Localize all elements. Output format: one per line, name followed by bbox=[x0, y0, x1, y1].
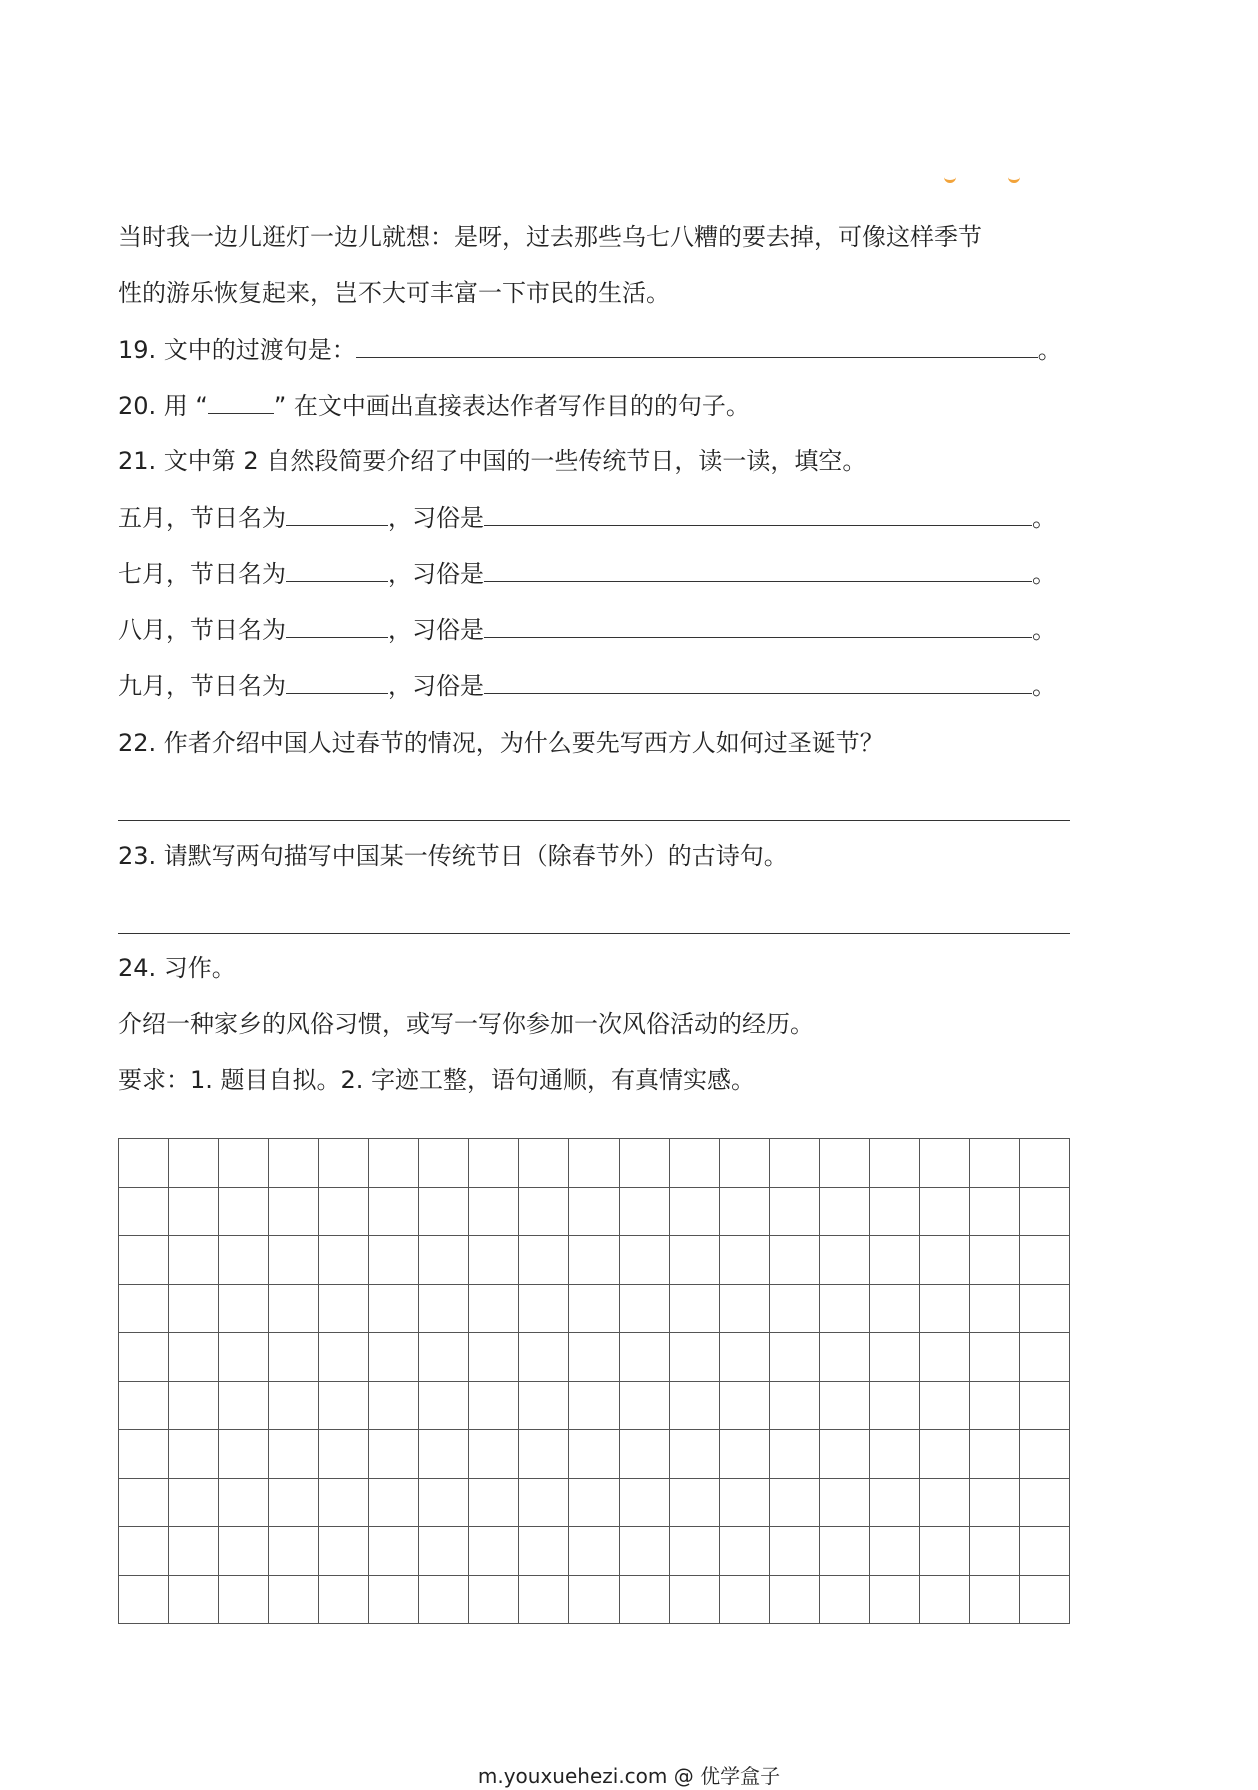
grid-cell[interactable] bbox=[720, 1430, 770, 1479]
grid-cell[interactable] bbox=[670, 1576, 720, 1625]
grid-cell[interactable] bbox=[620, 1479, 670, 1528]
grid-cell[interactable] bbox=[319, 1430, 369, 1479]
grid-cell[interactable] bbox=[920, 1527, 970, 1576]
grid-cell[interactable] bbox=[119, 1479, 169, 1528]
grid-cell[interactable] bbox=[770, 1576, 820, 1625]
grid-cell[interactable] bbox=[319, 1236, 369, 1285]
grid-cell[interactable] bbox=[770, 1382, 820, 1431]
answer-blank[interactable] bbox=[356, 333, 1038, 358]
grid-cell[interactable] bbox=[169, 1285, 219, 1334]
grid-cell[interactable] bbox=[519, 1188, 569, 1237]
answer-line[interactable] bbox=[118, 933, 1070, 934]
grid-cell[interactable] bbox=[670, 1479, 720, 1528]
grid-cell[interactable] bbox=[820, 1333, 870, 1382]
grid-cell[interactable] bbox=[920, 1188, 970, 1237]
grid-cell[interactable] bbox=[419, 1333, 469, 1382]
grid-cell[interactable] bbox=[319, 1527, 369, 1576]
grid-cell[interactable] bbox=[820, 1382, 870, 1431]
grid-cell[interactable] bbox=[469, 1236, 519, 1285]
festival-month: 七月，节日名为 bbox=[118, 560, 286, 588]
grid-cell[interactable] bbox=[269, 1285, 319, 1334]
grid-cell[interactable] bbox=[119, 1236, 169, 1285]
grid-cell[interactable] bbox=[119, 1285, 169, 1334]
grid-cell[interactable] bbox=[920, 1285, 970, 1334]
grid-cell[interactable] bbox=[920, 1236, 970, 1285]
festival-name-blank[interactable] bbox=[286, 613, 388, 638]
grid-cell[interactable] bbox=[119, 1139, 169, 1188]
custom-blank[interactable] bbox=[484, 501, 1032, 526]
grid-cell[interactable] bbox=[369, 1285, 419, 1334]
festival-name-blank[interactable] bbox=[286, 669, 388, 694]
grid-cell[interactable] bbox=[569, 1333, 619, 1382]
grid-cell[interactable] bbox=[820, 1527, 870, 1576]
grid-cell[interactable] bbox=[970, 1285, 1020, 1334]
grid-cell[interactable] bbox=[219, 1479, 269, 1528]
grid-cell[interactable] bbox=[269, 1333, 319, 1382]
grid-cell[interactable] bbox=[269, 1236, 319, 1285]
festival-row bbox=[118, 613, 1056, 646]
grid-cell[interactable] bbox=[770, 1430, 820, 1479]
grid-cell[interactable] bbox=[870, 1285, 920, 1334]
grid-cell[interactable] bbox=[519, 1382, 569, 1431]
composition-prompt: 介绍一种家乡的风俗习惯，或写一写你参加一次风俗活动的经历。 bbox=[118, 1010, 814, 1038]
grid-cell[interactable] bbox=[569, 1139, 619, 1188]
underline-sample bbox=[208, 389, 274, 414]
grid-cell[interactable] bbox=[569, 1382, 619, 1431]
grid-cell[interactable] bbox=[219, 1188, 269, 1237]
festival-name-blank[interactable] bbox=[286, 501, 388, 526]
grid-cell[interactable] bbox=[519, 1576, 569, 1625]
grid-cell[interactable] bbox=[870, 1382, 920, 1431]
grid-cell[interactable] bbox=[469, 1576, 519, 1625]
grid-cell[interactable] bbox=[269, 1430, 319, 1479]
grid-cell[interactable] bbox=[219, 1333, 269, 1382]
custom-blank[interactable] bbox=[484, 613, 1032, 638]
grid-cell[interactable] bbox=[369, 1188, 419, 1237]
grid-cell[interactable] bbox=[569, 1236, 619, 1285]
grid-cell[interactable] bbox=[1020, 1576, 1070, 1625]
grid-cell[interactable] bbox=[620, 1333, 670, 1382]
grid-cell[interactable] bbox=[519, 1333, 569, 1382]
grid-cell[interactable] bbox=[670, 1285, 720, 1334]
grid-cell[interactable] bbox=[519, 1236, 569, 1285]
festival-month: 九月，节日名为 bbox=[118, 672, 286, 700]
grid-cell[interactable] bbox=[620, 1382, 670, 1431]
grid-cell[interactable] bbox=[169, 1576, 219, 1625]
grid-cell[interactable] bbox=[770, 1139, 820, 1188]
grid-cell[interactable] bbox=[620, 1236, 670, 1285]
grid-cell[interactable] bbox=[569, 1188, 619, 1237]
grid-cell[interactable] bbox=[319, 1139, 369, 1188]
grid-cell[interactable] bbox=[119, 1576, 169, 1625]
grid-cell[interactable] bbox=[369, 1576, 419, 1625]
grid-cell[interactable] bbox=[219, 1382, 269, 1431]
custom-label: ，习俗是 bbox=[388, 560, 484, 588]
grid-cell[interactable] bbox=[870, 1479, 920, 1528]
grid-cell[interactable] bbox=[369, 1236, 419, 1285]
grid-cell[interactable] bbox=[369, 1333, 419, 1382]
grid-cell[interactable] bbox=[419, 1430, 469, 1479]
question-20 bbox=[118, 389, 750, 422]
grid-cell[interactable] bbox=[670, 1527, 720, 1576]
grid-cell[interactable] bbox=[670, 1139, 720, 1188]
answer-line[interactable] bbox=[118, 820, 1070, 821]
grid-cell[interactable] bbox=[970, 1139, 1020, 1188]
grid-cell[interactable] bbox=[469, 1333, 519, 1382]
grid-cell[interactable] bbox=[419, 1527, 469, 1576]
grid-cell[interactable] bbox=[870, 1576, 920, 1625]
footer-source: m.youxuehezi.com @ 优学盒子 bbox=[477, 1764, 781, 1788]
grid-cell[interactable] bbox=[920, 1430, 970, 1479]
grid-cell[interactable] bbox=[820, 1430, 870, 1479]
grid-cell[interactable] bbox=[670, 1333, 720, 1382]
grid-cell[interactable] bbox=[870, 1236, 920, 1285]
grid-cell[interactable] bbox=[620, 1285, 670, 1334]
grid-cell[interactable] bbox=[870, 1333, 920, 1382]
grid-cell[interactable] bbox=[720, 1333, 770, 1382]
grid-cell[interactable] bbox=[569, 1430, 619, 1479]
grid-cell[interactable] bbox=[419, 1576, 469, 1625]
custom-blank[interactable] bbox=[484, 669, 1032, 694]
grid-cell[interactable] bbox=[119, 1333, 169, 1382]
question-20-before: 20. 用 “ bbox=[118, 392, 208, 420]
grid-cell[interactable] bbox=[469, 1382, 519, 1431]
grid-cell[interactable] bbox=[119, 1527, 169, 1576]
grid-cell[interactable] bbox=[820, 1188, 870, 1237]
grid-cell[interactable] bbox=[770, 1479, 820, 1528]
composition-requirements: 要求：1. 题目自拟。2. 字迹工整，语句通顺，有真情实感。 bbox=[118, 1066, 756, 1094]
grid-cell[interactable] bbox=[720, 1576, 770, 1625]
grid-cell[interactable] bbox=[219, 1430, 269, 1479]
grid-cell[interactable] bbox=[670, 1430, 720, 1479]
grid-cell[interactable] bbox=[720, 1236, 770, 1285]
grid-cell[interactable] bbox=[920, 1576, 970, 1625]
grid-cell[interactable] bbox=[469, 1430, 519, 1479]
grid-cell[interactable] bbox=[219, 1285, 269, 1334]
grid-cell[interactable] bbox=[820, 1576, 870, 1625]
grid-cell[interactable] bbox=[970, 1236, 1020, 1285]
grid-cell[interactable] bbox=[970, 1479, 1020, 1528]
decoration-mark bbox=[1008, 170, 1020, 183]
grid-cell[interactable] bbox=[519, 1527, 569, 1576]
grid-cell[interactable] bbox=[970, 1430, 1020, 1479]
grid-cell[interactable] bbox=[620, 1188, 670, 1237]
grid-cell[interactable] bbox=[770, 1527, 820, 1576]
grid-cell[interactable] bbox=[970, 1382, 1020, 1431]
custom-label: ，习俗是 bbox=[388, 616, 484, 644]
grid-cell[interactable] bbox=[870, 1527, 920, 1576]
passage-line: 当时我一边儿逛灯一边儿就想：是呀，过去那些乌七八糟的要去掉，可像这样季节 bbox=[118, 223, 982, 251]
grid-cell[interactable] bbox=[219, 1236, 269, 1285]
grid-cell[interactable] bbox=[720, 1382, 770, 1431]
grid-cell[interactable] bbox=[269, 1576, 319, 1625]
grid-cell[interactable] bbox=[770, 1188, 820, 1237]
period: 。 bbox=[1032, 560, 1056, 588]
grid-cell[interactable] bbox=[670, 1382, 720, 1431]
grid-cell[interactable] bbox=[1020, 1527, 1070, 1576]
grid-cell[interactable] bbox=[620, 1527, 670, 1576]
grid-cell[interactable] bbox=[419, 1236, 469, 1285]
grid-cell[interactable] bbox=[219, 1139, 269, 1188]
grid-cell[interactable] bbox=[569, 1479, 619, 1528]
grid-cell[interactable] bbox=[169, 1382, 219, 1431]
grid-cell[interactable] bbox=[970, 1188, 1020, 1237]
question-24: 24. 习作。 bbox=[118, 954, 236, 982]
grid-cell[interactable] bbox=[920, 1139, 970, 1188]
grid-cell[interactable] bbox=[820, 1285, 870, 1334]
grid-cell[interactable] bbox=[119, 1188, 169, 1237]
grid-cell[interactable] bbox=[369, 1382, 419, 1431]
grid-cell[interactable] bbox=[269, 1188, 319, 1237]
grid-cell[interactable] bbox=[970, 1576, 1020, 1625]
grid-cell[interactable] bbox=[269, 1479, 319, 1528]
grid-cell[interactable] bbox=[1020, 1479, 1070, 1528]
period: 。 bbox=[1032, 672, 1056, 700]
grid-cell[interactable] bbox=[169, 1479, 219, 1528]
grid-cell[interactable] bbox=[169, 1430, 219, 1479]
grid-cell[interactable] bbox=[169, 1236, 219, 1285]
grid-cell[interactable] bbox=[970, 1333, 1020, 1382]
grid-cell[interactable] bbox=[720, 1285, 770, 1334]
grid-cell[interactable] bbox=[1020, 1430, 1070, 1479]
grid-cell[interactable] bbox=[820, 1236, 870, 1285]
question-23: 23. 请默写两句描写中国某一传统节日（除春节外）的古诗句。 bbox=[118, 842, 788, 870]
grid-cell[interactable] bbox=[870, 1139, 920, 1188]
grid-cell[interactable] bbox=[269, 1139, 319, 1188]
grid-cell[interactable] bbox=[319, 1333, 369, 1382]
grid-cell[interactable] bbox=[169, 1188, 219, 1237]
decoration-mark bbox=[944, 170, 956, 183]
period: 。 bbox=[1032, 616, 1056, 644]
grid-cell[interactable] bbox=[469, 1188, 519, 1237]
grid-cell[interactable] bbox=[319, 1576, 369, 1625]
grid-cell[interactable] bbox=[369, 1139, 419, 1188]
grid-cell[interactable] bbox=[870, 1430, 920, 1479]
grid-cell[interactable] bbox=[169, 1527, 219, 1576]
grid-cell[interactable] bbox=[670, 1188, 720, 1237]
grid-cell[interactable] bbox=[820, 1139, 870, 1188]
grid-cell[interactable] bbox=[770, 1236, 820, 1285]
grid-cell[interactable] bbox=[519, 1479, 569, 1528]
grid-cell[interactable] bbox=[119, 1430, 169, 1479]
grid-cell[interactable] bbox=[519, 1285, 569, 1334]
question-19 bbox=[118, 333, 1062, 366]
grid-cell[interactable] bbox=[219, 1527, 269, 1576]
festival-row bbox=[118, 501, 1056, 534]
grid-cell[interactable] bbox=[920, 1479, 970, 1528]
grid-cell[interactable] bbox=[670, 1236, 720, 1285]
period: 。 bbox=[1032, 504, 1056, 532]
grid-cell[interactable] bbox=[469, 1139, 519, 1188]
festival-row bbox=[118, 557, 1056, 590]
grid-cell[interactable] bbox=[469, 1527, 519, 1576]
grid-cell[interactable] bbox=[269, 1527, 319, 1576]
grid-cell[interactable] bbox=[720, 1139, 770, 1188]
grid-cell[interactable] bbox=[920, 1382, 970, 1431]
grid-cell[interactable] bbox=[870, 1188, 920, 1237]
grid-cell[interactable] bbox=[620, 1430, 670, 1479]
grid-cell[interactable] bbox=[319, 1188, 369, 1237]
grid-cell[interactable] bbox=[219, 1576, 269, 1625]
grid-cell[interactable] bbox=[419, 1285, 469, 1334]
grid-cell[interactable] bbox=[319, 1285, 369, 1334]
grid-cell[interactable] bbox=[970, 1527, 1020, 1576]
question-20-after: ” 在文中画出直接表达作者写作目的的句子。 bbox=[273, 392, 750, 420]
custom-label: ，习俗是 bbox=[388, 672, 484, 700]
grid-cell[interactable] bbox=[519, 1430, 569, 1479]
question-21: 21. 文中第 2 自然段简要介绍了中国的一些传统节日，读一读，填空。 bbox=[118, 447, 867, 475]
grid-cell[interactable] bbox=[1020, 1188, 1070, 1237]
grid-cell[interactable] bbox=[419, 1479, 469, 1528]
grid-cell[interactable] bbox=[720, 1527, 770, 1576]
question-19-text: 19. 文中的过渡句是： bbox=[118, 336, 356, 364]
grid-cell[interactable] bbox=[620, 1139, 670, 1188]
grid-cell[interactable] bbox=[119, 1382, 169, 1431]
grid-cell[interactable] bbox=[1020, 1236, 1070, 1285]
grid-cell[interactable] bbox=[1020, 1139, 1070, 1188]
custom-label: ，习俗是 bbox=[388, 504, 484, 532]
grid-cell[interactable] bbox=[569, 1527, 619, 1576]
grid-cell[interactable] bbox=[770, 1285, 820, 1334]
grid-cell[interactable] bbox=[169, 1333, 219, 1382]
grid-cell[interactable] bbox=[369, 1479, 419, 1528]
grid-cell[interactable] bbox=[519, 1139, 569, 1188]
grid-cell[interactable] bbox=[369, 1527, 419, 1576]
grid-cell[interactable] bbox=[569, 1576, 619, 1625]
grid-cell[interactable] bbox=[269, 1382, 319, 1431]
grid-cell[interactable] bbox=[920, 1333, 970, 1382]
grid-cell[interactable] bbox=[1020, 1382, 1070, 1431]
grid-cell[interactable] bbox=[620, 1576, 670, 1625]
grid-cell[interactable] bbox=[419, 1139, 469, 1188]
custom-blank[interactable] bbox=[484, 557, 1032, 582]
festival-row bbox=[118, 669, 1056, 702]
grid-cell[interactable] bbox=[720, 1479, 770, 1528]
grid-cell[interactable] bbox=[319, 1479, 369, 1528]
grid-cell[interactable] bbox=[469, 1479, 519, 1528]
grid-cell[interactable] bbox=[319, 1382, 369, 1431]
grid-cell[interactable] bbox=[469, 1285, 519, 1334]
grid-cell[interactable] bbox=[169, 1139, 219, 1188]
grid-cell[interactable] bbox=[770, 1333, 820, 1382]
period: 。 bbox=[1037, 336, 1062, 364]
festival-month: 五月，节日名为 bbox=[118, 504, 286, 532]
grid-cell[interactable] bbox=[1020, 1333, 1070, 1382]
writing-grid[interactable] bbox=[118, 1138, 1070, 1624]
grid-cell[interactable] bbox=[1020, 1285, 1070, 1334]
grid-cell[interactable] bbox=[369, 1430, 419, 1479]
festival-month: 八月，节日名为 bbox=[118, 616, 286, 644]
question-22: 22. 作者介绍中国人过春节的情况，为什么要先写西方人如何过圣诞节？ bbox=[118, 729, 884, 757]
festival-name-blank[interactable] bbox=[286, 557, 388, 582]
grid-cell[interactable] bbox=[419, 1188, 469, 1237]
grid-cell[interactable] bbox=[820, 1479, 870, 1528]
passage-line: 性的游乐恢复起来，岂不大可丰富一下市民的生活。 bbox=[118, 279, 670, 307]
grid-cell[interactable] bbox=[720, 1188, 770, 1237]
grid-cell[interactable] bbox=[569, 1285, 619, 1334]
grid-cell[interactable] bbox=[419, 1382, 469, 1431]
